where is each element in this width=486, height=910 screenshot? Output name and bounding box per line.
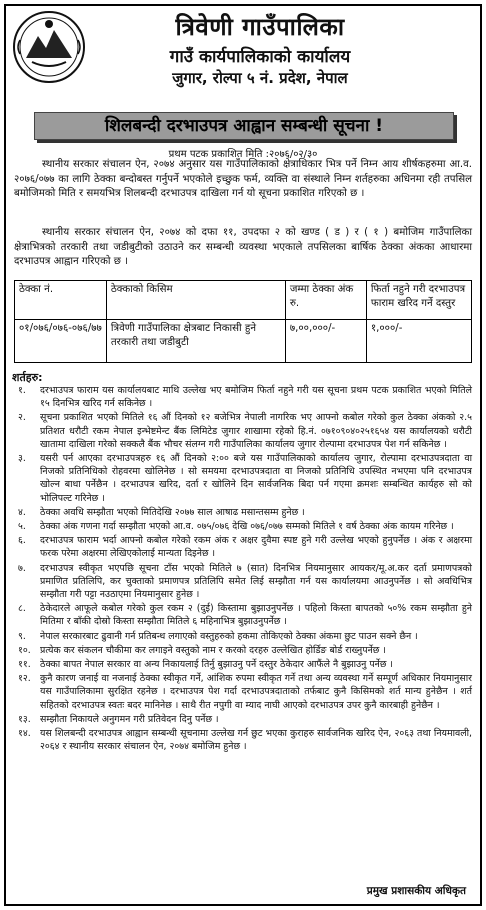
condition-text: दरभाउपत्र फाराम यस कार्यालयबाट माथि उल्लेख भए बमोजिम फिर्ता नहुने गरी यस सूचना प्रथम पटक प्रकाशित भएको मितिले १५ दिनभित्र खरिद गर्न सकिनेछ । bbox=[40, 385, 472, 410]
intro-paragraph-2: स्थानीय सरकार संचालन ऐन, २०७४ को दफा ११, उपदफा २ को खण्ड ( ड ) र ( १ ) बमोजिम गाउँपालिका क्षेत्राभित्रको तरकारी तथा जडीबुटीको उठाउने कर सम्बन्धी व्यवस्था भएकाले तपसिलका बार्षिक ठेक्का अंकका आधारमा दरभाउपत्र आह्वान गरिएको छ । bbox=[14, 227, 472, 267]
office-address: जुगार, रोल्पा ५ नं. प्रदेश, नेपाल bbox=[172, 69, 348, 87]
condition-number: १२. bbox=[18, 673, 31, 685]
list-item bbox=[14, 713, 472, 726]
publish-date: प्रथम पटक प्रकाशित मिति :२०७६/०२/३० bbox=[168, 149, 318, 160]
condition-text: यसरी पर्न आएका दरभाउपत्रहरु १६ औं दिनको २:०० बजे यस गाउँपालिकाको कार्यालय जुगार, रोल्पामा दरभाउपत्रदाता वा निजको प्रतिनिधिको रोहवरमा खोलिनेछ । सो समयमा दरभाउपत्रदाता वा निजको प्रतिनिधि उपस्थित नभएमा पनि दरभाउपत्र खोल्न बाधा पर्नेछैन । दरभाउपत्र खरिद, दर्ता र खोलिने दिन सार्वजनिक बिदा पर्न गएमा क्रमशः सम्बन्धित कार्यहरु सो को भोलिपल्ट गरिनेछ । bbox=[40, 453, 472, 504]
cell-contract-type: त्रिवेणी गाउँपालिका क्षेत्रबाट निकासी हुने तरकारी तथा जडीबुटी bbox=[106, 320, 285, 363]
condition-text: ठेक्का बापत नेपाल सरकार वा अन्य निकायलाई तिर्नु बुझाउनु पर्ने दस्तुर ठेकेदार आफैंले नै बुझाउनु पर्नेछ । bbox=[40, 659, 393, 671]
list-item bbox=[14, 384, 472, 410]
condition-text: ठेकेदारले आफूले कबोल गरेको कुल रकम २ (दुई) किस्तामा बुझाउनुपर्नेछ । पहिलो किस्ता बापतको ५०% रकम सम्झौता हुने मितिमा र बाँकी दोस्रो किस्ता सम्झौता मितिले ६ महिनाभित्र बुझाउनुपर्नेछ । bbox=[40, 603, 472, 628]
list-item bbox=[14, 644, 472, 657]
list-item bbox=[14, 630, 472, 643]
condition-text: ठेक्का अवधि सम्झौता भएको मितिदेखि २०७७ साल आषाढ मसान्तसम्म हुनेछ । bbox=[40, 506, 305, 518]
condition-number: १३. bbox=[18, 713, 31, 725]
condition-text: सम्झौता निकायले अनुगमन गरी प्रतिवेदन दिनु पर्नेछ । bbox=[40, 713, 219, 725]
condition-number: ५. bbox=[18, 521, 26, 533]
notice-title-banner: शिलबन्दी दरभाउपत्र आह्वान सम्बन्धी सूचना ! bbox=[34, 112, 454, 140]
condition-number: ६. bbox=[18, 535, 26, 547]
condition-number: १. bbox=[18, 385, 26, 396]
col-header-contract-type: ठेक्काको किसिम bbox=[106, 281, 285, 320]
condition-text: सूचना प्रकाशित भएको मितिले १६ औं दिनको १२ बजेभित्र नेपाली नागरिक भए आफ्नो कबोल गरेको कुल ठेक्का अंकको २.५ प्रतिशत धरौटी रकम नेपाल इन्भेष्टमेन्ट बैंक लिमिटेड जुगार शाखामा रहेको हि.नं. ०७१०९०४०२५१६५४ यस कार्यालयको धरौटी खातामा दाखिला गरेको सक्कलै बैंक भौचर संलग्न गरी गाउँपालिका कार्यालय जुगार रोल्पामा दरभाउपत्र पेश गर्न सकिनेछ । bbox=[40, 412, 472, 450]
condition-text: यस शिलबन्दी दरभाउपत्र आह्वान सम्बन्धी सूचनामा उल्लेख गर्न छुट भएका कुराहरु सार्वजनिक खरिद ऐन, २०६३ तथा नियमावली, २०६४ र स्थानीय सरकार संचालन ऐन, २०७४ बमोजिम हुनेछ । bbox=[40, 728, 472, 753]
cell-amount: ७,००,०००/- bbox=[285, 320, 366, 363]
list-item bbox=[14, 452, 472, 505]
office-name: त्रिवेणी गाउँपालिका bbox=[175, 13, 345, 41]
col-header-amount: जम्मा ठेक्का अंक रु. bbox=[285, 281, 366, 320]
condition-number: ११. bbox=[18, 659, 31, 671]
condition-text: दरभाउपत्र फाराम भर्दा आफ्नो कबोल गरेको रकम अंक र अक्षर दुवैमा स्पष्ट हुने गरी उल्लेख भएको हुनुपर्नेछ । अंक र अक्षरमा फरक परेमा अक्षरमा लेखिएकोलाई मान्यता दिइनेछ । bbox=[40, 535, 472, 560]
condition-text: दरभाउपत्र स्वीकृत भएपछि सूचना टाँस भएको मितिले ७ (सात) दिनभित्र नियमानुसार आयकर/मू.अ.कर दर्ता प्रमाणपत्रको प्रमाणित प्रतिलिपि, कर चुक्ताको प्रमाणपत्र प्रतिलिपि समेत लिई सम्झौता गर्न यस कार्यालयमा आउनुपर्नेछ । सो अवधिभित्र सम्झौता गरी पट्टा नउठाएमा नियमानुसार हुनेछ । bbox=[40, 562, 472, 601]
condition-number: १४. bbox=[18, 728, 31, 740]
list-item bbox=[14, 411, 472, 451]
condition-number: ३. bbox=[18, 453, 26, 465]
list-item bbox=[14, 602, 472, 628]
condition-text: कुनै कारण जनाई वा नजनाई ठेक्का स्वीकृत गर्ने, आंशिक रुपमा स्वीकृत गर्ने तथा अन्य व्यवस्था गर्ने सम्पूर्ण अधिकार नियमानुसार यस गाउँपालिकामा सुरक्षित रहनेछ । दरभाउपत्र पेश गर्दा दरभाउपत्रदाताको तर्फबाट कुनै किसिमको शर्त मान्य हुनेछैन । शर्त सहितको दरभाउपत्र स्वतः बदर मानिनेछ । साथै रीत नपुगी वा म्याद नाघी आएको दरभाउपत्र उपर कुनै कारबाही हुनेछैन । bbox=[40, 673, 472, 711]
bid-table bbox=[14, 280, 472, 363]
condition-text: नेपाल सरकारबाट ढुवानी गर्न प्रतिबन्ध लगाएको वस्तुहरुको हकमा तोकिएको ठेक्का अंकमा छुट पाउन सक्ने छैन । bbox=[40, 630, 418, 642]
list-item bbox=[14, 727, 472, 753]
condition-number: ७. bbox=[18, 562, 26, 574]
cell-contract-no: ०१/०७६/०७६-०७६/७७ bbox=[15, 320, 107, 363]
list-item bbox=[14, 534, 472, 560]
list-item bbox=[14, 672, 472, 712]
condition-text: प्रत्येक कर संकलन चौकीमा कर लगाइने वस्तुको नाम र करको दरहरु उल्लेखित होर्डिङ बोर्ड राख्नुपर्नेछ । bbox=[40, 644, 386, 656]
condition-text: ठेक्का अंक गणना गर्दा सम्झौता भएको आ.व. ०७५/०७६ देखि ०७६/०७७ सम्मको मितिले १ वर्ष ठेक्का अंक कायम गरिनेछ । bbox=[40, 521, 454, 533]
conditions-list bbox=[14, 384, 472, 754]
intro-paragraph-1: स्थानीय सरकार संचालन ऐन, २०७४ अनुसार यस गाउँपालिकाको क्षेत्राधिकार भित्र पर्ने निम्न आय शीर्षकहरुमा आ.व. २०७६/०७७ का लागि ठेक्का बन्दोबस्त गर्नुपर्ने भएकोले इच्छुक फर्म, व्यक्ति वा संस्थाले निम्न शर्तहरुका अधिनमा रही तपसिल बमोजिमको मिति र समयभित्र शिलबन्दी दरभाउपत्र दाखिला गर्न यो सूचना प्रकाशित गरिएको छ । bbox=[14, 159, 472, 199]
col-header-form-fee: फिर्ता नहुने गरी दरभाउपत्र फाराम खरिद गर्ने दस्तुर bbox=[366, 281, 471, 320]
cell-form-fee: १,०००/- bbox=[366, 320, 471, 363]
condition-number: ९. bbox=[18, 630, 26, 642]
col-header-contract-no: ठेक्का नं. bbox=[15, 281, 107, 320]
municipality-emblem-icon bbox=[12, 10, 86, 84]
list-item bbox=[14, 658, 472, 671]
list-item bbox=[14, 562, 472, 602]
office-subtitle: गाउँ कार्यपालिकाको कार्यालय bbox=[169, 47, 351, 67]
condition-number: २. bbox=[18, 412, 26, 424]
condition-number: ८. bbox=[18, 603, 26, 615]
conditions-title: शर्तहरु: bbox=[12, 371, 43, 384]
list-item bbox=[14, 506, 472, 519]
bid-table-header-row bbox=[15, 281, 472, 320]
list-item bbox=[14, 520, 472, 533]
signatory-title: प्रमुख प्रशासकीय अधिकृत bbox=[366, 885, 466, 897]
condition-number: ४. bbox=[18, 506, 26, 518]
table-row bbox=[15, 320, 472, 363]
condition-number: १०. bbox=[18, 644, 31, 656]
